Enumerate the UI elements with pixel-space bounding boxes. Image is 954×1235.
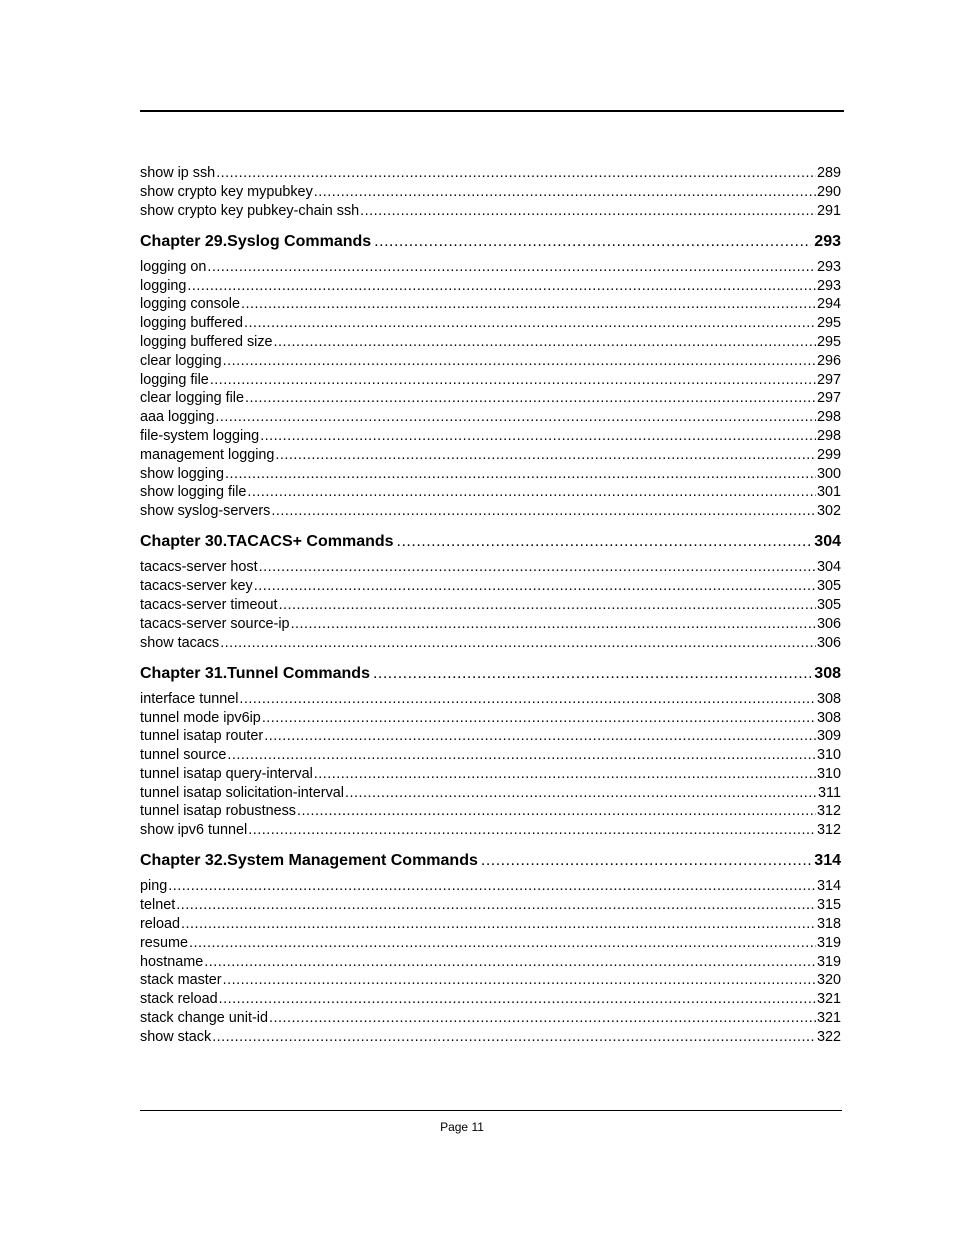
toc-entry[interactable] bbox=[140, 915, 841, 934]
dot-leader bbox=[219, 990, 816, 1009]
dot-leader bbox=[279, 596, 816, 615]
toc-entry-title: tunnel isatap query-interval bbox=[140, 765, 313, 782]
toc-entry-title: tunnel isatap robustness bbox=[140, 803, 296, 820]
dot-leader bbox=[314, 183, 816, 202]
toc-entry-page: 311 bbox=[818, 784, 841, 801]
dot-leader bbox=[254, 577, 816, 596]
toc-entry[interactable] bbox=[140, 446, 841, 465]
toc-entry-page: 308 bbox=[816, 690, 841, 707]
toc-entry-page: 319 bbox=[816, 934, 841, 951]
dot-leader bbox=[291, 615, 816, 634]
dot-leader bbox=[397, 531, 812, 553]
dot-leader bbox=[374, 231, 811, 253]
dot-leader bbox=[168, 877, 816, 896]
toc-entry-page: 291 bbox=[816, 202, 841, 219]
toc-entry[interactable] bbox=[140, 183, 841, 202]
toc-entry[interactable] bbox=[140, 596, 841, 615]
toc-entry-title: tacacs-server key bbox=[140, 578, 253, 595]
toc-entry[interactable] bbox=[140, 990, 841, 1009]
toc-chapter-heading-page: 308 bbox=[814, 664, 841, 682]
toc-entry-page: 302 bbox=[816, 503, 841, 520]
toc-entry[interactable] bbox=[140, 634, 841, 653]
toc-chapter-heading-title: Chapter 29.Syslog Commands bbox=[140, 232, 372, 250]
toc-entry-title: logging file bbox=[140, 371, 209, 388]
dot-leader bbox=[247, 483, 816, 502]
toc-entry[interactable] bbox=[140, 465, 841, 484]
toc-entry-title: interface tunnel bbox=[140, 690, 239, 707]
toc-entry-page: 318 bbox=[816, 916, 841, 933]
dot-leader bbox=[244, 314, 816, 333]
dot-leader bbox=[223, 971, 816, 990]
toc-entry-page: 309 bbox=[816, 728, 841, 745]
toc-entry-title: tacacs-server host bbox=[140, 559, 258, 576]
toc-entry-page: 320 bbox=[816, 972, 841, 989]
toc-entry-title: telnet bbox=[140, 897, 176, 914]
toc-entry-title: tacacs-server timeout bbox=[140, 596, 278, 613]
page-number: Page 11 bbox=[440, 1120, 484, 1134]
toc-entry[interactable] bbox=[140, 352, 841, 371]
toc-entry[interactable] bbox=[140, 821, 841, 840]
toc-entry-title: logging on bbox=[140, 258, 207, 275]
toc-entry-title: show logging file bbox=[140, 484, 247, 501]
toc-entry[interactable] bbox=[140, 746, 841, 765]
toc-entry[interactable] bbox=[140, 277, 841, 296]
dot-leader bbox=[227, 746, 816, 765]
table-of-contents bbox=[140, 164, 841, 1047]
toc-entry-title: clear logging bbox=[140, 352, 222, 369]
toc-entry-page: 312 bbox=[816, 803, 841, 820]
toc-entry[interactable] bbox=[140, 727, 841, 746]
toc-entry-page: 296 bbox=[816, 352, 841, 369]
toc-entry[interactable] bbox=[140, 371, 841, 390]
toc-entry-page: 308 bbox=[816, 709, 841, 726]
toc-entry-page: 298 bbox=[816, 409, 841, 426]
dot-leader bbox=[262, 709, 816, 728]
toc-entry-page: 293 bbox=[816, 277, 841, 294]
dot-leader bbox=[275, 446, 816, 465]
toc-entry-page: 321 bbox=[816, 1010, 841, 1027]
dot-leader bbox=[189, 934, 816, 953]
toc-entry-page: 310 bbox=[816, 765, 841, 782]
dot-leader bbox=[215, 408, 816, 427]
dot-leader bbox=[176, 896, 816, 915]
toc-entry-page: 294 bbox=[816, 296, 841, 313]
dot-leader bbox=[297, 802, 816, 821]
dot-leader bbox=[223, 352, 816, 371]
toc-entry[interactable] bbox=[140, 971, 841, 990]
toc-entry-title: tunnel isatap router bbox=[140, 728, 264, 745]
toc-entry-title: show syslog-servers bbox=[140, 503, 271, 520]
toc-entry-page: 304 bbox=[816, 559, 841, 576]
toc-entry-title: show stack bbox=[140, 1028, 212, 1045]
toc-entry-title: show ipv6 tunnel bbox=[140, 822, 248, 839]
toc-entry[interactable] bbox=[140, 258, 841, 277]
dot-leader bbox=[181, 915, 816, 934]
toc-entry-page: 319 bbox=[816, 953, 841, 970]
toc-chapter-heading[interactable] bbox=[140, 531, 841, 553]
toc-entry-page: 305 bbox=[816, 578, 841, 595]
dot-leader bbox=[264, 727, 816, 746]
toc-entry-title: clear logging file bbox=[140, 390, 244, 407]
toc-entry-page: 321 bbox=[816, 991, 841, 1008]
toc-entry[interactable] bbox=[140, 953, 841, 972]
footer-rule bbox=[140, 1110, 842, 1111]
dot-leader bbox=[271, 502, 816, 521]
dot-leader bbox=[216, 164, 816, 183]
dot-leader bbox=[269, 1009, 816, 1028]
toc-entry-title: show ip ssh bbox=[140, 165, 216, 181]
dot-leader bbox=[245, 389, 816, 408]
dot-leader bbox=[241, 295, 816, 314]
toc-entry[interactable] bbox=[140, 202, 841, 221]
toc-entry[interactable] bbox=[140, 333, 841, 352]
dot-leader bbox=[204, 953, 816, 972]
toc-entry[interactable] bbox=[140, 765, 841, 784]
toc-entry[interactable] bbox=[140, 934, 841, 953]
toc-entry-page: 297 bbox=[816, 390, 841, 407]
toc-entry-title: show logging bbox=[140, 465, 225, 482]
toc-entry[interactable] bbox=[140, 314, 841, 333]
toc-entry-title: management logging bbox=[140, 446, 275, 463]
toc-chapter-heading[interactable] bbox=[140, 231, 841, 253]
toc-entry-page: 315 bbox=[816, 897, 841, 914]
toc-entry[interactable] bbox=[140, 577, 841, 596]
toc-entry[interactable] bbox=[140, 1028, 841, 1047]
toc-entry-page: 293 bbox=[816, 258, 841, 275]
toc-entry-page: 301 bbox=[816, 484, 841, 501]
toc-chapter-heading[interactable] bbox=[140, 850, 841, 872]
dot-leader bbox=[212, 1028, 816, 1047]
dot-leader bbox=[259, 558, 816, 577]
toc-chapter-heading-title: Chapter 32.System Management Commands bbox=[140, 852, 478, 870]
dot-leader bbox=[248, 821, 816, 840]
toc-entry-title: stack reload bbox=[140, 991, 218, 1008]
toc-entry-title: stack change unit-id bbox=[140, 1010, 268, 1027]
toc-entry-title: tacacs-server source-ip bbox=[140, 615, 290, 632]
dot-leader bbox=[225, 465, 816, 484]
toc-chapter-heading-page: 304 bbox=[814, 533, 841, 551]
toc-entry-title: aaa logging bbox=[140, 409, 215, 426]
toc-entry-page: 299 bbox=[816, 446, 841, 463]
toc-entry-title: reload bbox=[140, 916, 181, 933]
dot-leader bbox=[481, 850, 811, 872]
toc-entry-title: file-system logging bbox=[140, 427, 260, 444]
toc-chapter-heading-page: 314 bbox=[814, 852, 841, 870]
header-rule bbox=[140, 110, 844, 112]
toc-entry[interactable] bbox=[140, 877, 841, 896]
toc-entry-title: tunnel isatap solicitation-interval bbox=[140, 784, 344, 801]
toc-entry[interactable] bbox=[140, 709, 841, 728]
dot-leader bbox=[210, 371, 816, 390]
toc-chapter-heading-title: Chapter 31.Tunnel Commands bbox=[140, 664, 370, 682]
toc-entry-page: 305 bbox=[816, 596, 841, 613]
toc-entry-page: 300 bbox=[816, 465, 841, 482]
toc-entry-page: 298 bbox=[816, 427, 841, 444]
toc-entry-title: logging console bbox=[140, 296, 241, 313]
toc-entry-title: resume bbox=[140, 934, 188, 951]
dot-leader bbox=[187, 277, 816, 296]
toc-entry[interactable] bbox=[140, 502, 841, 521]
dot-leader bbox=[260, 427, 816, 446]
toc-entry-page: 306 bbox=[816, 634, 841, 651]
toc-entry-page: 306 bbox=[816, 615, 841, 632]
toc-entry[interactable] bbox=[140, 295, 841, 314]
toc-entry-page: 312 bbox=[816, 822, 841, 839]
toc-entry[interactable] bbox=[140, 896, 841, 915]
toc-entry-page: 314 bbox=[816, 878, 841, 895]
toc-entry[interactable] bbox=[140, 558, 841, 577]
dot-leader bbox=[239, 690, 816, 709]
toc-entry-title: show crypto key mypubkey bbox=[140, 183, 313, 200]
toc-entry-page: 322 bbox=[816, 1028, 841, 1045]
dot-leader bbox=[220, 634, 816, 653]
toc-entry-page: 295 bbox=[816, 315, 841, 332]
toc-entry[interactable] bbox=[140, 690, 841, 709]
toc-entry[interactable] bbox=[140, 615, 841, 634]
toc-entry-title: tunnel mode ipv6ip bbox=[140, 709, 261, 726]
toc-entry-title: show crypto key pubkey-chain ssh bbox=[140, 202, 360, 219]
toc-entry-page: 310 bbox=[816, 747, 841, 764]
toc-entry[interactable] bbox=[140, 427, 841, 446]
dot-leader bbox=[207, 258, 816, 277]
toc-entry[interactable] bbox=[140, 389, 841, 408]
toc-entry-title: stack master bbox=[140, 972, 222, 989]
toc-entry[interactable] bbox=[140, 483, 841, 502]
dot-leader bbox=[373, 663, 811, 685]
toc-entry-page: 297 bbox=[816, 371, 841, 388]
toc-chapter-heading-page: 293 bbox=[814, 232, 841, 250]
toc-entry[interactable] bbox=[140, 164, 841, 183]
toc-entry[interactable] bbox=[140, 784, 841, 803]
dot-leader bbox=[274, 333, 816, 352]
toc-entry-title: logging bbox=[140, 277, 187, 294]
toc-entry-page: 295 bbox=[816, 333, 841, 350]
toc-chapter-heading[interactable] bbox=[140, 663, 841, 685]
toc-entry-title: logging buffered size bbox=[140, 333, 273, 350]
dot-leader bbox=[360, 202, 816, 221]
toc-entry[interactable] bbox=[140, 1009, 841, 1028]
toc-chapter-heading-title: Chapter 30.TACACS+ Commands bbox=[140, 533, 394, 551]
toc-entry-title: ping bbox=[140, 878, 168, 895]
dot-leader bbox=[314, 765, 816, 784]
toc-entry-title: tunnel source bbox=[140, 747, 227, 764]
toc-entry-page: 289 bbox=[816, 165, 841, 181]
toc-entry-page: 290 bbox=[816, 183, 841, 200]
toc-entry[interactable] bbox=[140, 408, 841, 427]
toc-entry-title: show tacacs bbox=[140, 634, 220, 651]
toc-entry-title: logging buffered bbox=[140, 315, 243, 332]
toc-entry[interactable] bbox=[140, 802, 841, 821]
dot-leader bbox=[345, 784, 817, 803]
toc-entry-title: hostname bbox=[140, 953, 204, 970]
